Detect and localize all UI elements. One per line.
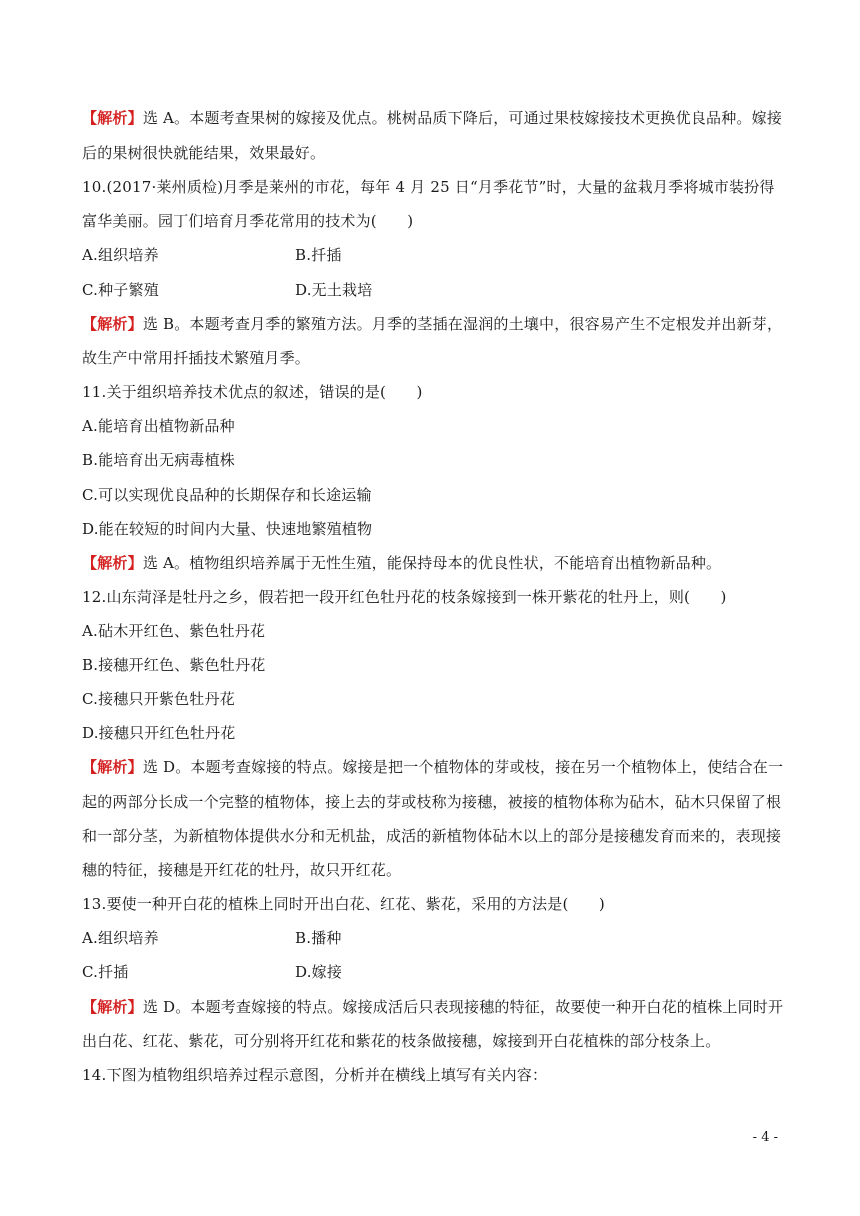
analysis-12-line1: 【解析】选 D。本题考查嫁接的特点。嫁接是把一个植物体的芽或枝，接在另一个植物体上，使结合在一	[82, 758, 784, 776]
analysis-tag: 【解析】	[82, 998, 143, 1016]
option-b: B.扦插	[295, 246, 342, 264]
question-13-options-row2	[82, 962, 782, 982]
question-11-option-d: D.能在较短的时间内大量、快速地繁殖植物	[82, 520, 373, 538]
option-a: A.组织培养	[82, 246, 159, 264]
analysis-10-line1: 【解析】选 B。本题考查月季的繁殖方法。月季的茎插在湿润的土壤中，很容易产生不定根发并出新芽，	[82, 315, 783, 333]
question-10-stem-line1: 10.(2017·莱州质检)月季是莱州的市花，每年 4 月 25 日“月季花节”时，大量的盆栽月季将城市装扮得	[82, 178, 775, 196]
option-c: C.种子繁殖	[82, 281, 159, 299]
question-11-option-a: A.能培育出植物新品种	[82, 417, 235, 435]
analysis-10-line2: 故生产中常用扦插技术繁殖月季。	[82, 349, 311, 367]
page-number: - 4 -	[752, 1130, 778, 1145]
option-b: B.播种	[295, 929, 342, 947]
question-12-option-c: C.接穗只开紫色牡丹花	[82, 690, 235, 708]
question-12-option-b: B.接穗开红色、紫色牡丹花	[82, 656, 266, 674]
question-13-stem: 13.要使一种开白花的植株上同时开出白花、红花、紫花，采用的方法是( )	[82, 895, 605, 913]
question-10-options-row2	[82, 280, 782, 300]
option-d: D.无土栽培	[295, 281, 373, 299]
analysis-12-line3: 和一部分茎，为新植物体提供水分和无机盐，成活的新植物体砧木以上的部分是接穗发育而来的，表现接	[82, 827, 782, 845]
question-10-options-row1	[82, 245, 782, 265]
analysis-13-line2: 出白花、红花、紫花，可分别将开红花和紫花的枝条做接穗，嫁接到开白花植株的部分枝条上。	[82, 1032, 721, 1050]
question-11-stem: 11.关于组织培养技术优点的叙述，错误的是( )	[82, 383, 423, 401]
analysis-9-line1: 【解析】选 A。本题考查果树的嫁接及优点。桃树品质下降后，可通过果枝嫁接技术更换优良品种。嫁接	[82, 109, 783, 127]
question-10-stem-line2: 富华美丽。园丁们培育月季花常用的技术为( )	[82, 212, 414, 230]
question-13-options-row1	[82, 928, 782, 948]
option-a: A.组织培养	[82, 929, 159, 947]
analysis-tag: 【解析】	[82, 315, 143, 333]
question-12-option-d: D.接穗只开红色牡丹花	[82, 724, 236, 742]
analysis-12-line2: 起的两部分长成一个完整的植物体，接上去的芽或枝称为接穗，被接的植物体称为砧木，砧木只保留了根	[82, 793, 782, 811]
question-14-stem: 14.下图为植物组织培养过程示意图，分析并在横线上填写有关内容：	[82, 1066, 548, 1084]
analysis-9-line2: 后的果树很快就能结果，效果最好。	[82, 144, 326, 162]
analysis-12-line4: 穗的特征，接穗是开红花的牡丹，故只开红花。	[82, 861, 402, 879]
option-d: D.嫁接	[295, 963, 343, 981]
analysis-13-line1: 【解析】选 D。本题考查嫁接的特点。嫁接成活后只表现接穗的特征，故要使一种开白花的植株上同时开	[82, 998, 784, 1016]
question-11-option-b: B.能培育出无病毒植株	[82, 451, 235, 469]
analysis-tag: 【解析】	[82, 554, 143, 572]
question-11-option-c: C.可以实现优良品种的长期保存和长途运输	[82, 486, 372, 504]
question-12-stem: 12.山东菏泽是牡丹之乡，假若把一段开红色牡丹花的枝条嫁接到一株开紫花的牡丹上，则( )	[82, 588, 727, 606]
option-c: C.扦插	[82, 963, 129, 981]
question-12-option-a: A.砧木开红色、紫色牡丹花	[82, 622, 266, 640]
analysis-tag: 【解析】	[82, 758, 143, 776]
analysis-11-line1: 【解析】选 A。植物组织培养属于无性生殖，能保持母本的优良性状，不能培育出植物新品种。	[82, 554, 722, 572]
analysis-tag: 【解析】	[82, 109, 143, 127]
